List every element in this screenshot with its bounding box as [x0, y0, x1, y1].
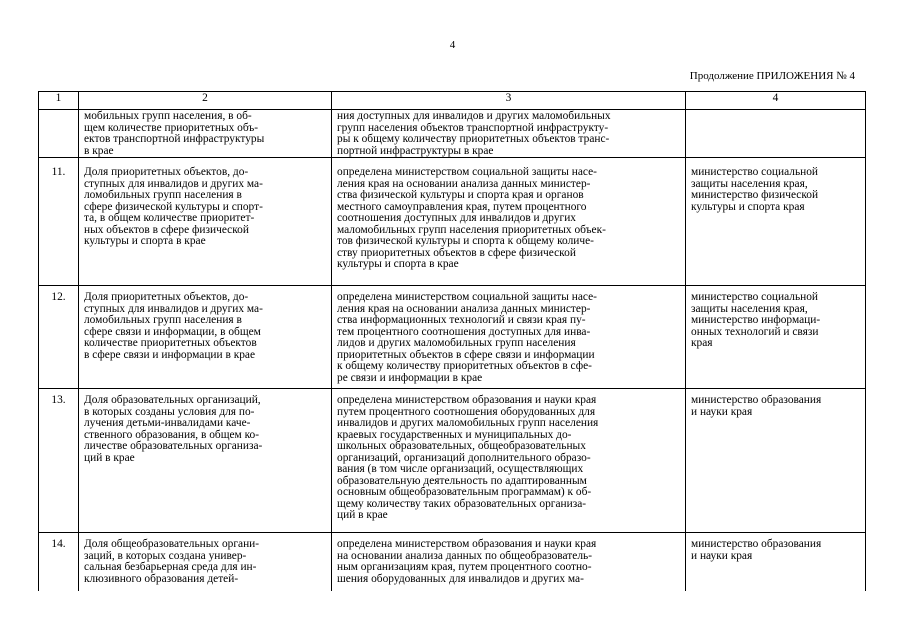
table-header-row: [39, 92, 866, 110]
table-row: [39, 286, 866, 389]
text-line: в которых созданы условия для по-: [84, 405, 255, 418]
text-line: клюзивного образования детей-: [84, 572, 239, 585]
indicator-name-cell: [79, 533, 332, 592]
text-line: и науки края: [691, 405, 753, 418]
text-line: министерство социальной: [691, 291, 819, 303]
text-line: ления края на основании анализа данных министер-: [337, 302, 591, 315]
text-line: та, в общем количестве приоритет-: [84, 212, 255, 224]
indicator-name-cell: [79, 286, 332, 389]
text-line: портной инфраструктуры в крае: [337, 144, 494, 157]
text-line: ступных для инвалидов и других ма-: [84, 302, 263, 315]
text-line: щему количеству таких образовательных организа-: [337, 497, 587, 510]
text-line: в крае: [84, 144, 114, 157]
responsible-body-cell: [686, 389, 866, 533]
text-line: личестве образовательных организа-: [84, 440, 263, 452]
text-line: защиты населения края,: [691, 302, 808, 315]
text-line: министерство физической: [691, 189, 819, 201]
text-line: ственного образования, в общем ко-: [84, 428, 260, 441]
text-line: в сфере связи и информации в крае: [84, 348, 256, 361]
text-line: вания (в том числе организаций, осуществляющих: [337, 463, 584, 475]
text-line: ломобильных групп населения в: [84, 189, 242, 201]
text-line: Доля приоритетных объектов, до-: [84, 291, 249, 303]
text-line: Доля образовательных организаций,: [84, 394, 261, 406]
column-header-4: 4: [686, 92, 866, 110]
text-line: групп населения объектов транспортной инфраструкту-: [337, 121, 609, 134]
calculation-method-cell: [332, 389, 686, 533]
row-number-cell: [39, 110, 79, 158]
text-line: культуры и спорта в крае: [337, 258, 459, 270]
indicators-table: [38, 91, 866, 591]
text-line: министерство информаци-: [691, 314, 821, 326]
row-number-cell: 14.: [39, 533, 79, 592]
text-line: ным организациям края, путем процентного соотно-: [337, 561, 592, 573]
text-line: ступных для инвалидов и других ма-: [84, 177, 263, 190]
text-line: ства физической культуры и спорта края и органов: [337, 189, 584, 201]
table-row: [39, 158, 866, 286]
indicator-name-cell: [79, 110, 332, 158]
text-line: сфере связи и информации, в общем: [84, 325, 261, 338]
text-line: образовательную деятельность по адаптированным: [337, 474, 587, 487]
text-line: школьных образовательных, общеобразовательных: [337, 440, 586, 452]
text-line: ства информационных технологий и связи края пу-: [337, 314, 586, 326]
text-line: маломобильных групп населения приоритетных объек-: [337, 223, 606, 236]
row-number-cell: 11.: [39, 158, 79, 286]
table-row: [39, 533, 866, 592]
table-row: [39, 110, 866, 158]
text-line: ления края на основании анализа данных министер-: [337, 177, 591, 190]
row-number-cell: 13.: [39, 389, 79, 533]
text-line: ных объектов в сфере физической: [84, 223, 249, 236]
text-line: ломобильных групп населения в: [84, 314, 242, 326]
indicator-name-cell: [79, 158, 332, 286]
text-line: лучения детьми-инвалидами каче-: [84, 417, 251, 429]
text-line: ре связи и информации в крае: [337, 371, 483, 384]
text-line: заций, в которых создана универ-: [84, 549, 247, 562]
text-line: путем процентного соотношения оборудованных для: [337, 405, 596, 418]
text-line: определена министерством социальной защиты насе-: [337, 291, 597, 303]
text-line: министерство социальной: [691, 166, 819, 178]
responsible-body-cell: [686, 110, 866, 158]
calculation-method-cell: [332, 110, 686, 158]
text-line: и науки края: [691, 549, 753, 562]
responsible-body-cell: [686, 286, 866, 389]
text-line: министерство образования: [691, 394, 822, 406]
text-line: Доля общеобразовательных органи-: [84, 538, 260, 550]
row-number-cell: 12.: [39, 286, 79, 389]
calculation-method-cell: [332, 158, 686, 286]
text-line: основным общеобразовательным программам) к об-: [337, 486, 592, 498]
text-line: сальная безбарьерная среда для ин-: [84, 561, 257, 573]
calculation-method-cell: [332, 533, 686, 592]
text-line: ций в крае: [337, 509, 388, 521]
text-line: ций в крае: [84, 451, 135, 464]
appendix-caption: Продолжение ПРИЛОЖЕНИЯ № 4: [689, 70, 855, 82]
text-line: края: [691, 337, 713, 349]
text-line: ния доступных для инвалидов и других маломобильных: [337, 110, 611, 122]
responsible-body-cell: [686, 533, 866, 592]
text-line: лидов и других маломобильных групп населения: [337, 337, 576, 349]
column-header-1: 1: [39, 92, 79, 110]
text-line: местного самоуправления края, путем процентного: [337, 200, 587, 213]
text-line: тов физической культуры и спорта к общему количе-: [337, 235, 594, 247]
text-line: к общему количеству приоритетных объектов в сфе-: [337, 360, 592, 372]
table-row: [39, 389, 866, 533]
text-line: ры к общему количеству приоритетных объектов транс-: [337, 133, 610, 145]
text-line: приоритетных объектов в сфере связи и информации: [337, 348, 595, 361]
text-line: определена министерством социальной защиты насе-: [337, 166, 597, 178]
text-line: соотношения доступных для инвалидов и других: [337, 212, 576, 224]
text-line: тем процентного соотношения доступных для инва-: [337, 325, 591, 338]
text-line: инвалидов и других маломобильных групп населения: [337, 417, 599, 429]
text-line: организаций, организаций дополнительного образо-: [337, 451, 591, 464]
text-line: определена министерством образования и науки края: [337, 538, 597, 550]
calculation-method-cell: [332, 286, 686, 389]
text-line: культуры и спорта края: [691, 200, 805, 213]
indicator-name-cell: [79, 389, 332, 533]
page-number: 4: [449, 39, 456, 51]
text-line: защиты населения края,: [691, 177, 808, 190]
text-line: определена министерством образования и науки края: [337, 394, 597, 406]
text-line: культуры и спорта в крае: [84, 235, 206, 247]
column-header-3: 3: [332, 92, 686, 110]
text-line: краевых государственных и муниципальных до-: [337, 428, 572, 441]
text-line: шения оборудованных для инвалидов и других ма-: [337, 572, 584, 585]
text-line: щем количестве приоритетных объ-: [84, 121, 259, 134]
text-line: сфере физической культуры и спорт-: [84, 200, 263, 213]
text-line: количестве приоритетных объектов: [84, 337, 257, 349]
text-line: Доля приоритетных объектов, до-: [84, 166, 249, 178]
text-line: ству приоритетных объектов в сфере физической: [337, 246, 576, 259]
text-line: ектов транспортной инфраструктуры: [84, 133, 265, 145]
text-line: на основании анализа данных по общеобразователь-: [337, 549, 592, 562]
column-header-2: 2: [79, 92, 332, 110]
text-line: мобильных групп населения, в об-: [84, 110, 252, 122]
text-line: онных технологий и связи: [691, 325, 819, 338]
responsible-body-cell: [686, 158, 866, 286]
text-line: министерство образования: [691, 538, 822, 550]
